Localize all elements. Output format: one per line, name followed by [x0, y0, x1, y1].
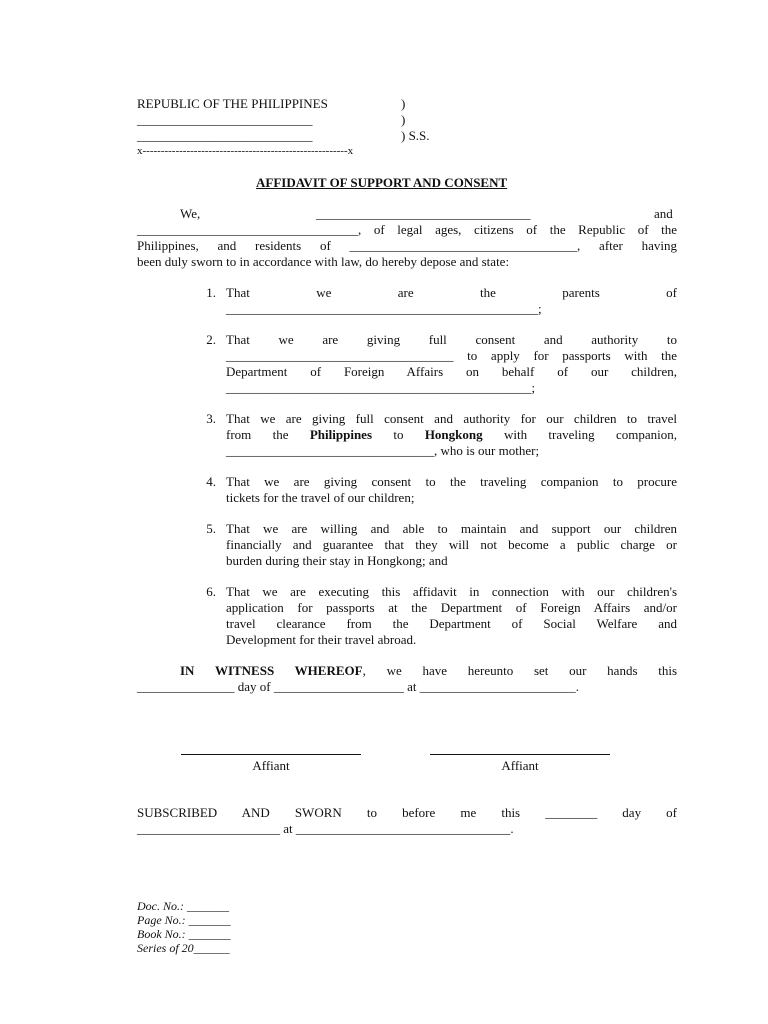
paren-1: ) — [401, 96, 406, 111]
item-line: That we are giving full consent and authority to — [226, 332, 677, 347]
list-item — [200, 285, 677, 317]
subscribed-line-1: SUBSCRIBED AND SWORN to before me this ________ day of — [137, 805, 677, 820]
item-text: with traveling companion, — [482, 427, 677, 442]
item-text: to — [372, 427, 425, 442]
intro-paragraph — [137, 222, 677, 270]
republic-heading: REPUBLIC OF THE PHILIPPINES — [137, 96, 328, 111]
venue-blank-2: ___________________________ — [137, 128, 313, 143]
item-line: travel clearance from the Department of Social Welfare and — [226, 616, 677, 631]
item-line: Department of Foreign Affairs on behalf of our children, — [226, 364, 677, 379]
destination-hongkong: Hongkong — [424, 427, 483, 442]
item-line: Development for their travel abroad. — [226, 632, 417, 647]
intro-line-2: __________________________________, of legal ages, citizens of the Republic of the — [137, 222, 677, 237]
item-number: 6. — [206, 584, 216, 599]
book-no: Book No.: _______ — [137, 927, 231, 941]
intro-line-3: Philippines, and residents of ___________________________________, after having — [137, 238, 677, 253]
venue-blank-1: ___________________________ — [137, 112, 313, 127]
document-title: AFFIDAVIT OF SUPPORT AND CONSENT — [256, 175, 508, 190]
item-line: That we are willing and able to maintain and support our children — [226, 521, 677, 536]
separator-line: x--------------------------------------------------------x — [137, 145, 354, 157]
item-line: _______________________________________________; — [226, 380, 536, 395]
item-number: 5. — [206, 521, 216, 536]
ss-mark: ) S.S. — [401, 128, 430, 143]
witness-text: , we have hereunto set our hands this — [362, 663, 678, 678]
item-number: 4. — [206, 474, 216, 489]
witness-line-1 — [180, 663, 677, 679]
paren-2: ) — [401, 112, 406, 127]
item-text: from the — [226, 427, 310, 442]
list-item — [200, 332, 677, 396]
witness-heading: IN WITNESS WHEREOF — [180, 663, 363, 678]
item-number: 3. — [206, 411, 216, 426]
affiant-label-left: Affiant — [252, 758, 290, 773]
item-line: burden during their stay in Hongkong; and — [226, 553, 448, 568]
intro-line-4: been duly sworn to in accordance with law, do hereby depose and state: — [137, 254, 510, 269]
series-of: Series of 20______ — [137, 941, 230, 955]
item-line: financially and guarantee that they will not become a public charge or — [226, 537, 677, 552]
item-line: That we are giving full consent and authority for our children to travel — [226, 411, 677, 426]
list-item — [200, 411, 677, 459]
doc-no: Doc. No.: _______ — [137, 899, 229, 913]
item-line: ___________________________________ to apply for passports with the — [226, 348, 677, 363]
signature-line-left — [181, 754, 361, 755]
country-philippines: Philippines — [309, 427, 372, 442]
item-line — [226, 427, 677, 443]
list-item — [200, 474, 677, 506]
intro-and: and — [654, 206, 673, 221]
affiant-label-right: Affiant — [501, 758, 539, 773]
notary-block — [137, 899, 231, 955]
witness-line-2: _______________ day of ____________________ at ________________________. — [137, 679, 579, 694]
page-no: Page No.: _______ — [137, 913, 231, 927]
signature-line-right — [430, 754, 610, 755]
intro-we: We, — [180, 206, 201, 221]
intro-name-blank: _________________________________ — [316, 206, 531, 221]
item-line: ________________________________, who is our mother; — [226, 443, 540, 458]
item-line: That we are the parents of — [226, 285, 677, 300]
item-line: That we are executing this affidavit in connection with our children's — [226, 584, 677, 599]
subscribed-line-2: ______________________ at _________________________________. — [137, 821, 514, 836]
item-number: 2. — [206, 332, 216, 347]
item-line: ________________________________________________; — [226, 301, 542, 316]
item-line: tickets for the travel of our children; — [226, 490, 415, 505]
item-line: application for passports at the Department of Foreign Affairs and/or — [226, 600, 677, 615]
item-line: That we are giving consent to the traveling companion to procure — [226, 474, 677, 489]
list-item — [200, 584, 677, 648]
list-item — [200, 521, 677, 569]
item-number: 1. — [206, 285, 216, 300]
